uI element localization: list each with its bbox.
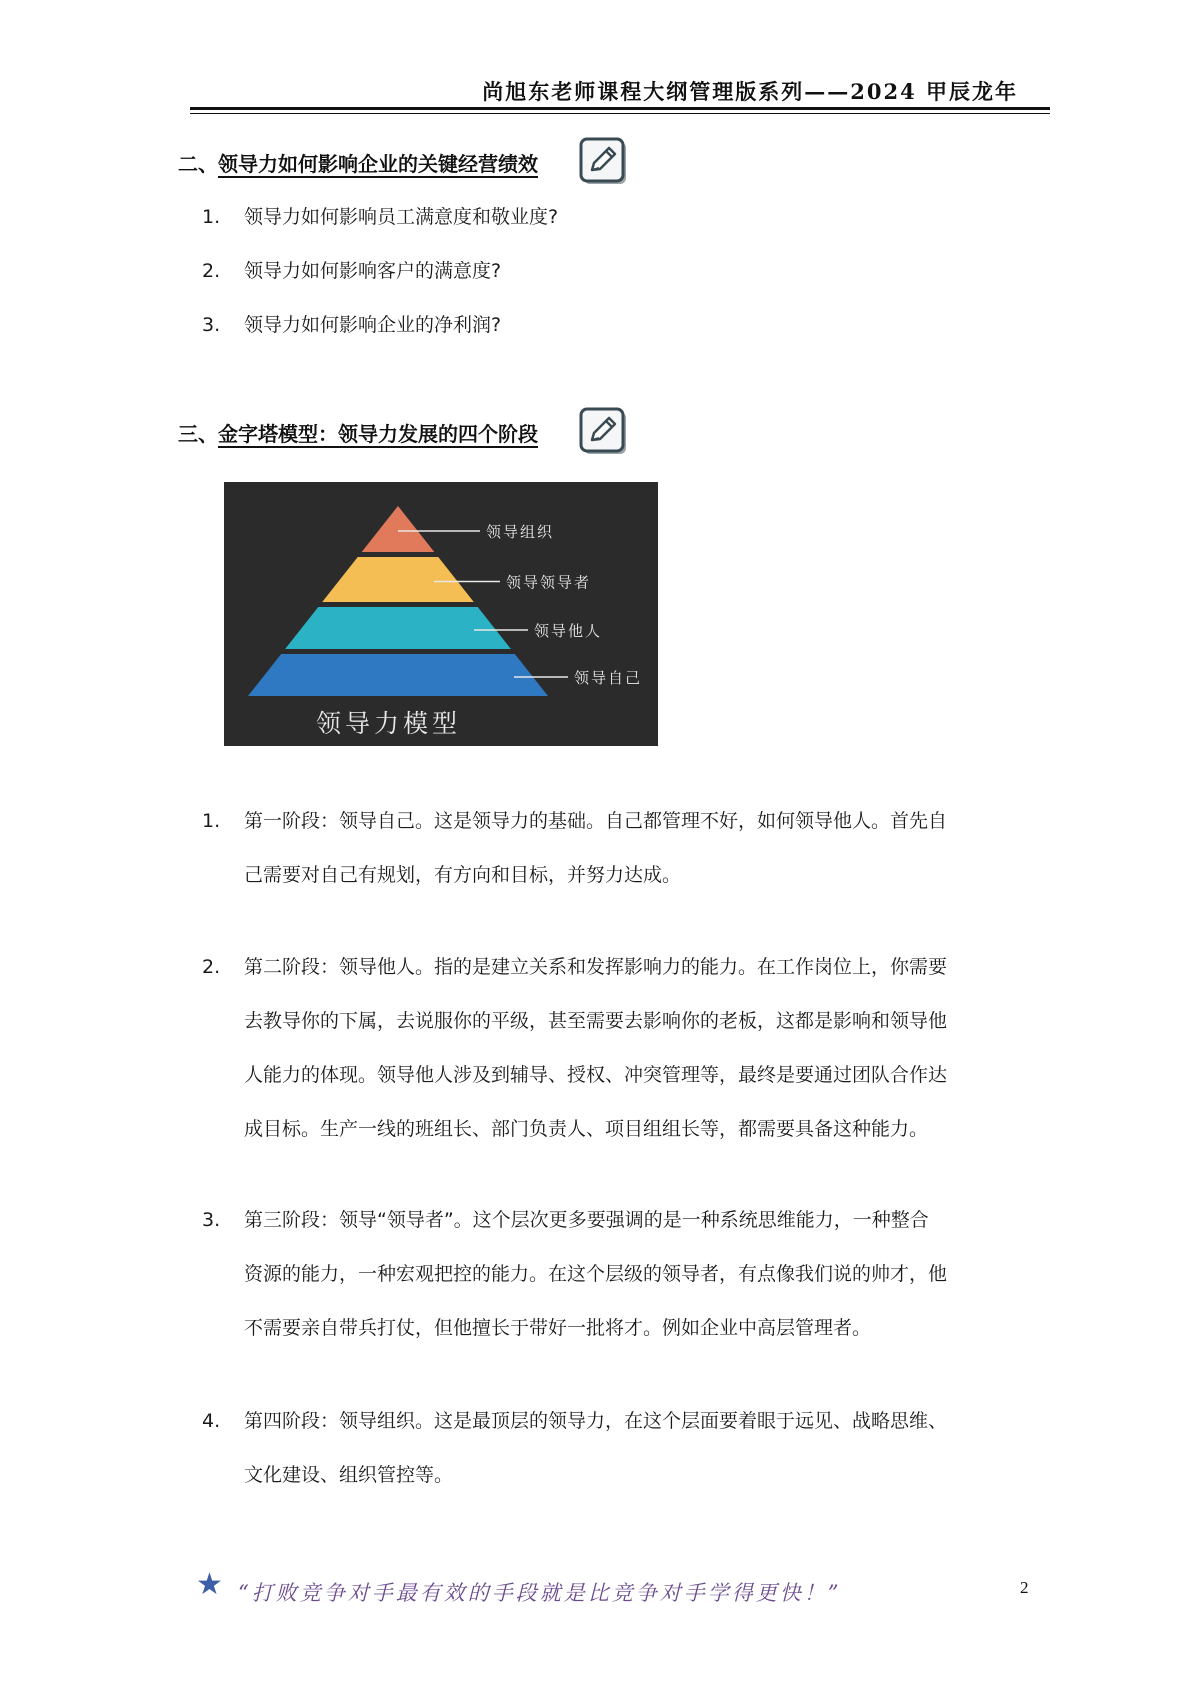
list-item-line: 人能力的体现。领导他人涉及到辅导、授权、冲突管理等，最终是要通过团队合作达 [244,1064,948,1086]
pyramid-level-2 [322,557,474,602]
list-item-number: 1. [202,206,221,228]
list-item-text [244,794,1042,902]
list-item-number: 3. [202,1209,221,1231]
header-rule-thick [190,107,1050,110]
pyramid-level-1 [362,506,435,552]
section-3-number: 三、 [178,422,218,446]
list-item-text [244,1394,1042,1502]
list-item-line: 领导力如何影响企业的净利润? [244,314,502,336]
section-3-heading [178,418,538,447]
pyramid-level-label: 领导自己 [574,669,643,687]
list-item-number: 2. [202,956,221,978]
list-item-number: 1. [202,810,221,832]
list-item-number: 4. [202,1410,221,1432]
star-icon: ★ [196,1567,223,1602]
footer-quote: “打败竞争对手最有效的手段就是比竞争对手学得更快！” [238,1581,842,1605]
list-item-line: 第一阶段：领导自己。这是领导力的基础。自己都管理不好，如何领导他人。首先自 [244,810,948,832]
edit-note-icon [578,406,630,458]
section-2-heading [178,148,538,177]
pyramid-level-4 [248,654,548,696]
list-item-text [244,190,1042,244]
list-item-line: 领导力如何影响客户的满意度? [244,260,502,282]
list-item-text [244,244,1042,298]
section-2-title: 领导力如何影响企业的关键经营绩效 [218,152,538,176]
pyramid-level-3 [285,607,511,649]
list-item-text [244,940,1042,1156]
list-item-line: 第四阶段：领导组织。这是最顶层的领导力，在这个层面要着眼于远见、战略思维、 [244,1410,948,1432]
list-item-line: 第二阶段：领导他人。指的是建立关系和发挥影响力的能力。在工作岗位上，你需要 [244,956,948,978]
pyramid-level-label: 领导他人 [534,622,603,640]
pyramid-level-label: 领导组织 [486,523,555,541]
list-item-number: 2. [202,260,221,282]
list-item-line: 资源的能力，一种宏观把控的能力。在这个层级的领导者，有点像我们说的帅才，他 [244,1263,948,1285]
page-number: 2 [1020,1578,1029,1597]
section-2-number: 二、 [178,152,218,176]
list-item-number: 3. [202,314,221,336]
list-item-line: 去教导你的下属，去说服你的平级，甚至需要去影响你的老板，这都是影响和领导他 [244,1010,948,1032]
leadership-pyramid-diagram [224,482,658,746]
list-item-text [244,298,1042,352]
list-item-line: 成目标。生产一线的班组长、部门负责人、项目组组长等，都需要具备这种能力。 [244,1118,929,1140]
edit-note-icon [578,136,630,188]
list-item-line: 不需要亲自带兵打仗，但他擅长于带好一批将才。例如企业中高层管理者。 [244,1317,872,1339]
header-rule-thin [190,113,1050,114]
list-item-line: 己需要对自己有规划，有方向和目标，并努力达成。 [244,864,682,886]
running-header: 尚旭东老师课程大纲管理版系列——2024 甲辰龙年 [482,79,1018,104]
list-item-text [244,1193,1042,1355]
pyramid-title: 领导力模型 [316,709,462,738]
list-item-line: 第三阶段：领导“领导者”。这个层次更多要强调的是一种系统思维能力，一种整合 [244,1209,929,1231]
list-item-line: 领导力如何影响员工满意度和敬业度? [244,206,559,228]
list-item-line: 文化建设、组织管控等。 [244,1464,454,1486]
pyramid-level-label: 领导领导者 [506,573,592,592]
section-3-title: 金字塔模型：领导力发展的四个阶段 [218,422,538,446]
